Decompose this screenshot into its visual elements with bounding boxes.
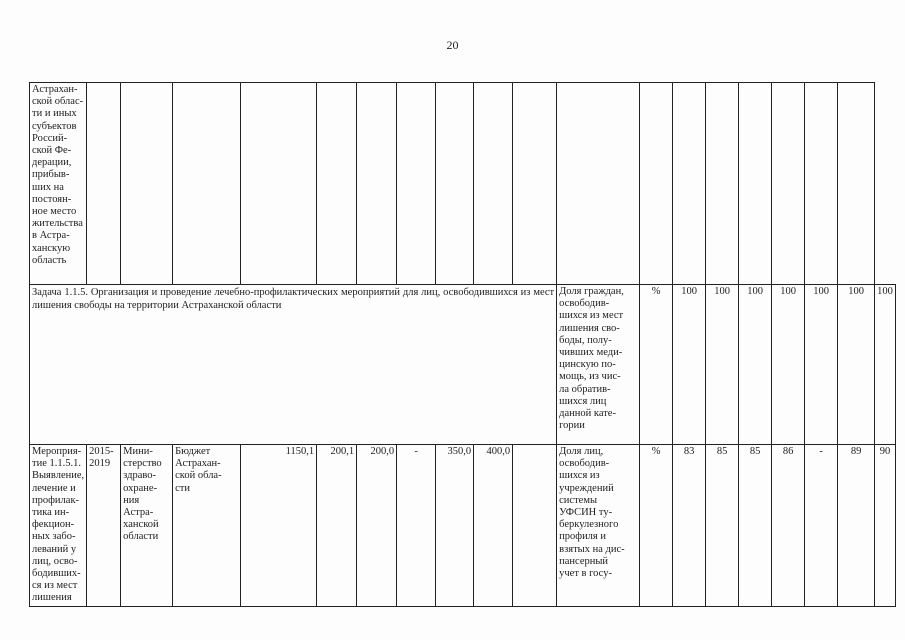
page-number: 20: [446, 38, 459, 52]
activity-year-3: -: [397, 445, 436, 607]
table-row-task: [30, 285, 896, 445]
task-indicator: Доля граждан, освободив- шихся из мест лишения сво- боды, полу- чивших меди- цинскую по- мощь, из чис- ла обратив- шихся лиц данной кате- гории: [557, 285, 640, 445]
activity-year-1: 200,1: [317, 445, 357, 607]
activity-indicator: Доля лиц, освободив- шихся из учреждений системы УФСИН ту- беркулезного профиля и взятых на дис- пансерный учет в госу-: [557, 445, 640, 607]
empty-cell: [673, 83, 706, 285]
empty-cell: [317, 83, 357, 285]
activity-value: 85: [706, 445, 739, 607]
task-value: 100: [838, 285, 875, 445]
empty-cell: [121, 83, 173, 285]
activity-executor: Мини- стерство здраво- охране- ния Астра- ханской области: [121, 445, 173, 607]
table-row-activity: [30, 445, 896, 607]
task-description: Задача 1.1.5. Организация и проведение лечебно-профилактических мероприятий для лиц, освободившихся из мест лишения свободы на территории Астраханской области: [30, 285, 557, 445]
empty-cell: [87, 83, 121, 285]
activity-value: 86: [772, 445, 805, 607]
activity-year-5: 400,0: [474, 445, 513, 607]
empty-cell: [474, 83, 513, 285]
task-value: 100: [673, 285, 706, 445]
task-value: 100: [772, 285, 805, 445]
activity-total: 1150,1: [241, 445, 317, 607]
activity-value: -: [805, 445, 838, 607]
table-row-continuation: [30, 83, 896, 285]
empty-cell: [640, 83, 673, 285]
empty-cell: [772, 83, 805, 285]
empty-cell: [557, 83, 640, 285]
activity-value: 85: [739, 445, 772, 607]
empty-cell: [513, 445, 557, 607]
empty-cell: [357, 83, 397, 285]
empty-cell: [173, 83, 241, 285]
empty-cell: [241, 83, 317, 285]
activity-year-2: 200,0: [357, 445, 397, 607]
task-value: 100: [875, 285, 896, 445]
continuation-name-cell: Астрахан- ской облас- ти и иных субъектов Россий- ской Фе- дерации, прибыв- ших на постоян- ное место жительства в Астра- ханскую область: [30, 83, 87, 285]
activity-value: 89: [838, 445, 875, 607]
empty-cell: [706, 83, 739, 285]
empty-cell: [739, 83, 772, 285]
program-table: [29, 82, 896, 607]
activity-funding-source: Бюджет Астрахан- ской обла- сти: [173, 445, 241, 607]
activity-value: 90: [875, 445, 896, 607]
task-unit: %: [640, 285, 673, 445]
empty-cell: [436, 83, 474, 285]
task-value: 100: [739, 285, 772, 445]
activity-unit: %: [640, 445, 673, 607]
activity-name: Мероприя- тие 1.1.5.1. Выявление, лечение и профилак- тика ин- фекцион- ных забо- леваний у лиц, осво- бодивших- ся из мест лишения: [30, 445, 87, 607]
task-value: 100: [706, 285, 739, 445]
activity-value: 83: [673, 445, 706, 607]
empty-cell: [805, 83, 838, 285]
activity-period: 2015- 2019: [87, 445, 121, 607]
empty-cell: [838, 83, 875, 285]
empty-cell: [397, 83, 436, 285]
activity-year-4: 350,0: [436, 445, 474, 607]
empty-cell: [513, 83, 557, 285]
task-value: 100: [805, 285, 838, 445]
